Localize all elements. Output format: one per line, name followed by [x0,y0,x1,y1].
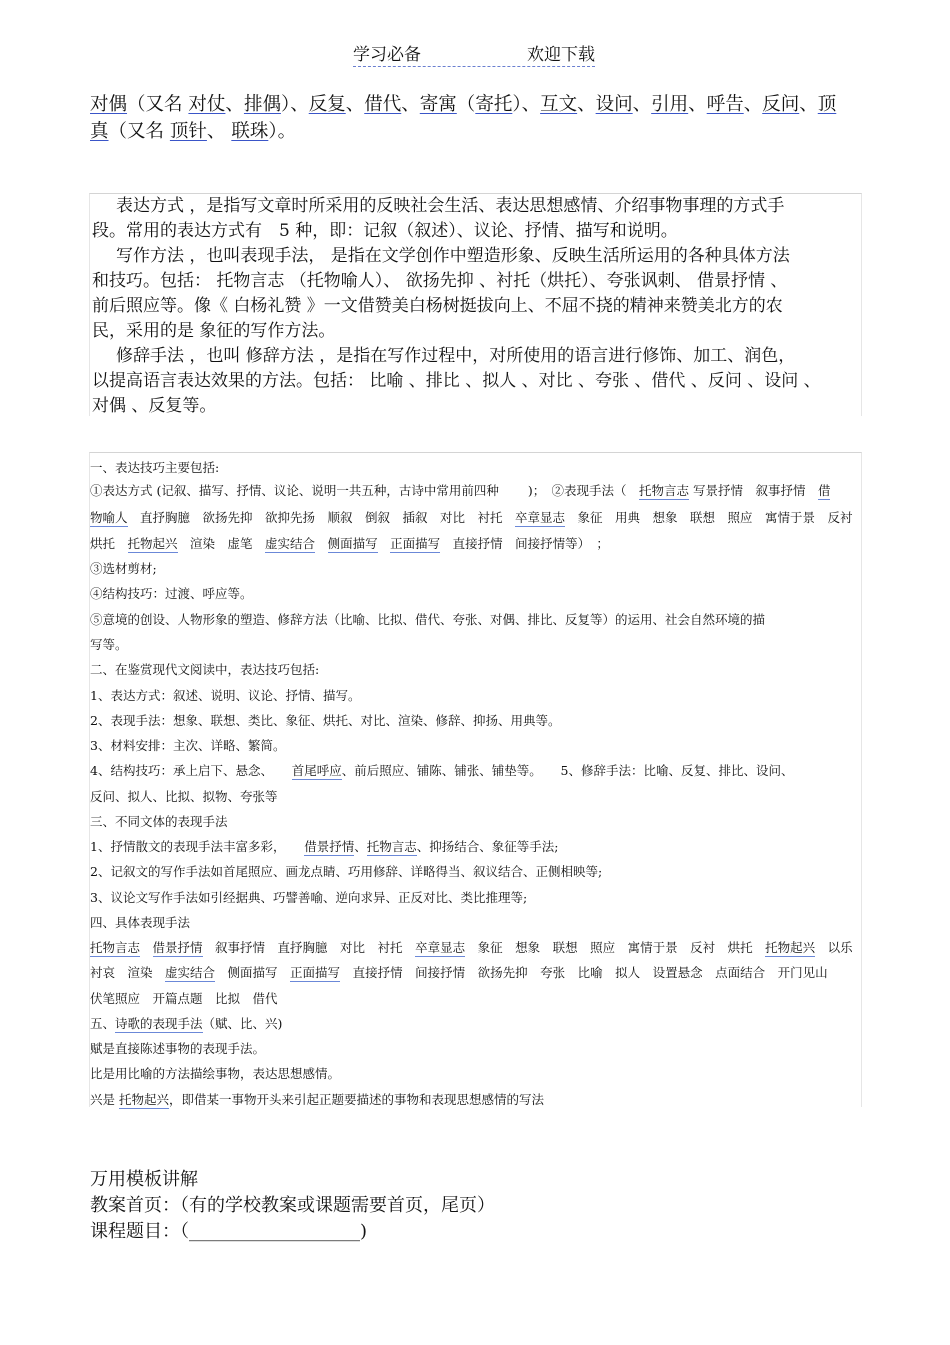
underlined-term: 排偶 [243,94,281,115]
text-run: ）、 [280,94,309,115]
text-run: 、抑扬结合、象征等手法; [416,839,559,854]
underlined-term: 反复 [308,94,346,115]
footer-line: 课程题目：（___________________) [90,1221,368,1242]
section-heading [90,913,190,931]
text-line [90,584,253,602]
underlined-term: 虚实结合 [265,536,316,551]
text-line [90,481,830,499]
text-run: 、前后照应、铺陈、铺张、铺垫等。 5、修辞手法：比喻、反复、排比、设问、 [341,763,794,778]
text-line [90,559,157,577]
underlined-term: 对仗 [188,94,226,115]
text-run: 伏笔照应 开篇点题 比拟 借代 [90,991,278,1006]
text-line: 表达方式 ，是指写文章时所采用的反映社会生活、表达思想感情、介绍事物事理的方式手 [116,196,785,216]
text-run: 、 [577,94,596,115]
text-run: （又名 [108,121,170,142]
text-run: 赋是直接陈述事物的表现手法。 [90,1041,266,1056]
text-run: 侧面描写 [215,965,291,980]
underlined-term: 寄托 [475,94,513,115]
underlined-term: 正面描写 [390,536,441,551]
text-run: （ [456,94,476,115]
paragraph-rhetoric-methods [90,344,861,419]
text-line [90,1064,340,1082]
text-run: 以乐 [815,940,853,955]
underlined-term: 借 [817,483,831,498]
text-run: ，即借某一事物开头来引起正题要描述的事物和表现思想感情的写法 [169,1092,545,1107]
text-run: 3、材料安排：主次、详略、繁简。 [90,738,286,753]
underlined-term: 呼告 [706,94,744,115]
underlined-term: 首尾呼应 [291,763,342,778]
text-run: ④结构技巧：过渡、呼应等。 [90,586,253,601]
text-run: 兴是 [90,1092,119,1107]
definition-box [89,193,862,416]
underlined-term: 虚实结合 [165,965,216,980]
underlined-term: 借景抒情 [304,839,355,854]
underlined-term: 寄寓 [419,94,457,115]
text-line: 前后照应等。像《 白杨礼赞 》一文借赞美白杨树挺拔向上、不屈不挠的精神来赞美北方的农 [92,296,783,316]
template-footer [90,1167,495,1245]
text-run: 五、 [90,1016,116,1031]
techniques-box [89,452,862,1107]
underlined-term: 物喻人 [90,510,128,525]
footer-title: 万用模板讲解 [90,1169,198,1190]
underlined-term: 托物言志 [366,839,417,854]
section-heading [90,1014,282,1032]
text-run: 、 [345,94,365,115]
text-line: 对偶 、反复等。 [92,396,217,416]
text-run: 、 [632,94,652,115]
text-run: ）。 [268,121,297,142]
text-run: 3、议论文写作手法如引经据典、巧譬善喻、逆向求异、正反对比、类比推理等; [90,890,528,905]
intro-line [90,91,862,118]
underlined-term: 正面描写 [290,965,341,980]
underlined-term: 托物言志 [90,940,141,955]
text-run: 象征 用典 想象 联想 照应 寓情于景 反衬 [565,510,853,525]
text-line: 以提高语言表达效果的方法。包括： 比喻 、排比 、拟人 、对比 、夸张 、借代 、反问 、设问 、 [92,371,821,391]
text-line: 段。常用的表达方式有 5 种，即：记叙（叙述）、议论、抒情、描写和说明。 [92,221,678,241]
underlined-term: 引用 [651,94,689,115]
text-line [90,1039,265,1057]
text-run [140,940,153,955]
text-run: 、 [354,839,367,854]
text-line [90,787,278,805]
text-run: 、 [206,121,232,142]
text-run: 、 [688,94,707,115]
text-run: 、 [799,94,818,115]
intro-paragraph [90,91,862,145]
text-run: （又名 [127,94,189,115]
underlined-term: 卒章显志 [515,510,566,525]
text-run: 2、记叙文的写作手法如首尾照应、画龙点睛、巧用修辞、详略得当、叙议结合、正侧相映等; [90,864,603,879]
text-run: 4、结构技巧：承上启下、悬念、 [90,763,292,778]
text-line [90,610,765,628]
paragraph-writing-methods [90,244,861,344]
text-run: 一、表达技巧主要包括: [90,460,220,475]
text-run: 比是用比喻的方法描绘事物，表达思想感情。 [90,1066,341,1081]
underlined-term: 顶针 [169,121,207,142]
underlined-term: 托物起兴 [118,1092,169,1107]
underlined-term: 托物起兴 [765,940,816,955]
text-run: 写等。 [90,637,128,652]
text-run: 衬哀 渲染 [90,965,166,980]
underlined-term: 反问 [762,94,800,115]
text-line [90,837,558,855]
text-run: 象征 想象 联想 照应 寓情于景 反衬 烘托 [465,940,766,955]
underlined-term: 真 [90,121,109,142]
text-run [315,536,328,551]
text-run: （赋、比、兴) [202,1016,283,1031]
section-heading [90,812,228,830]
section-heading [90,660,319,678]
text-line [90,711,560,729]
underlined-term: 互文 [540,94,578,115]
text-line [90,989,278,1007]
text-run: ）、 [512,94,541,115]
text-run: 直接抒情 间接抒情等） ； [440,536,609,551]
text-run: 、 [401,94,420,115]
text-line [90,761,793,779]
text-line [90,534,609,552]
text-line [90,508,853,526]
text-run: 三、不同文体的表现手法 [90,814,228,829]
text-line: 修辞手法 ，也叫 修辞方法 ，是指在写作过程中，对所使用的语言进行修饰、加工、润色， [116,346,796,366]
text-run: ⑤意境的创设、人物形象的塑造、修辞方法（比喻、比拟、借代、夸张、对偶、排比、反复等）的运用、社会自然环境的描 [90,612,766,627]
header-right-text: 欢迎下载 [527,45,595,65]
underlined-term: 托物言志 [638,483,689,498]
text-run: 1、抒情散文的表现手法丰富多彩， [90,839,305,854]
footer-line: 教案首页：（有的学校教案或课题需要首页，尾页） [90,1195,495,1216]
text-line [90,458,219,476]
text-run: 、 [743,94,763,115]
underlined-term: 借景抒情 [152,940,203,955]
text-line [90,938,853,956]
text-run: 直抒胸臆 欲扬先抑 欲抑先扬 顺叙 倒叙 插叙 对比 衬托 [127,510,516,525]
page-header [353,40,595,67]
text-line [90,963,828,981]
text-run: 直接抒情 间接抒情 欲扬先抑 夸张 比喻 拟人 设置悬念 点面结合 开门见山 [340,965,828,980]
text-run: 二、在鉴赏现代文阅读中，表达技巧包括: [90,662,320,677]
text-run: ③选材剪材; [90,561,157,576]
text-run: 写景抒情 叙事抒情 [688,483,818,498]
intro-line [90,118,862,145]
text-line: 写作方法 ，也叫表现手法， 是指在文学创作中塑造形象、反映生活所运用的各种具体方法 [116,246,790,266]
text-line [90,862,602,880]
text-run: 四、具体表现手法 [90,915,191,930]
header-left-text: 学习必备 [353,45,421,65]
underlined-term: 诗歌的表现手法 [115,1016,203,1031]
text-run: 反问、拟人、比拟、拟物、夸张等 [90,789,278,804]
underlined-term: 借代 [364,94,402,115]
text-line: 和技巧。包括： 托物言志 （托物喻人）、 欲扬先抑 、衬托（烘托）、夸张讽刺、 借景抒情 、 [92,271,788,291]
text-line [90,635,128,653]
underlined-term: 卒章显志 [415,940,466,955]
text-line [90,736,285,754]
text-line [90,1090,544,1108]
underlined-term: 顶 [817,94,837,115]
text-run: 渲染 虚笔 [177,536,266,551]
underlined-term: 对偶 [90,94,128,115]
underlined-term: 设问 [595,94,633,115]
text-run: 1、表达方式：叙述、说明、议论、抒情、描写。 [90,688,361,703]
text-run: 2、表现手法：想象、联想、类比、象征、烘托、对比、渲染、修辞、抑扬、用典等。 [90,713,561,728]
text-line [90,888,527,906]
underlined-term: 托物起兴 [127,536,178,551]
underlined-term: 侧面描写 [327,536,378,551]
text-run: 烘托 [90,536,128,551]
text-run [378,536,391,551]
paragraph-expression-methods [90,194,861,244]
text-line [90,686,360,704]
text-run: 、 [225,94,244,115]
text-run: 叙事抒情 直抒胸臆 对比 衬托 [202,940,416,955]
text-run: ①表达方式 (记叙、描写、抒情、议论、说明一共五种，古诗中常用前四种 )； ②表现手法（ [90,483,639,498]
underlined-term: 联珠 [231,121,269,142]
text-line: 民，采用的是 象征的写作方法。 [92,321,336,341]
